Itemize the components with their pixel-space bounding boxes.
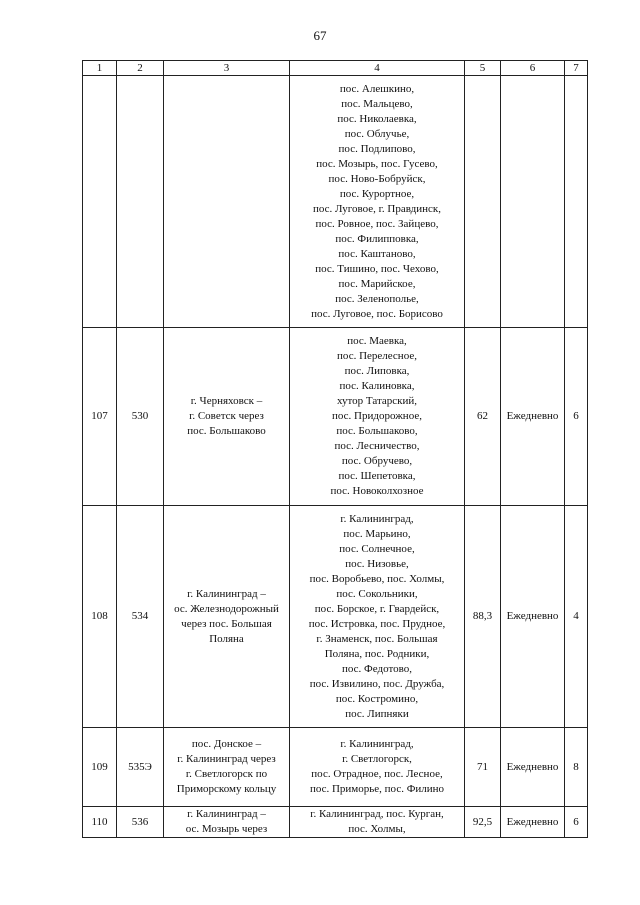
table-row bbox=[83, 328, 588, 506]
route-name-cell bbox=[164, 76, 290, 328]
route-name-cell bbox=[164, 328, 290, 506]
stop-line: пос. Придорожное, bbox=[332, 410, 422, 422]
stops-cell bbox=[290, 807, 465, 838]
stop-line: пос. Приморье, пос. Филино bbox=[309, 783, 445, 795]
header-cell: 3 bbox=[164, 61, 290, 76]
row-number-cell: 109 bbox=[83, 728, 117, 807]
route-name-line: г. Советск через bbox=[189, 410, 264, 422]
route-name-line: Поляна bbox=[209, 632, 244, 645]
stop-line: пос. Марийское, bbox=[338, 277, 416, 290]
stop-line: пос. Обручево, bbox=[341, 455, 413, 467]
stop-line: пос. Федотово, bbox=[342, 662, 412, 675]
header-cell: 6 bbox=[501, 61, 565, 76]
route-name-line: г. Калининград – bbox=[187, 808, 266, 820]
length-cell: 88,3 bbox=[465, 506, 501, 728]
stop-line: пос. Каштаново, bbox=[338, 247, 416, 260]
row-number-cell: 107 bbox=[83, 328, 117, 506]
route-name-line: г. Светлогорск по bbox=[185, 768, 268, 780]
stops-cell bbox=[290, 76, 465, 328]
stop-line: пос. Солнечное, bbox=[339, 542, 415, 555]
stop-line: г. Калининград, bbox=[340, 738, 414, 750]
stop-line: пос. Мальцево, bbox=[341, 97, 413, 110]
stop-line: пос. Истровка, пос. Прудное, bbox=[308, 617, 446, 630]
count-cell: 8 bbox=[565, 728, 588, 807]
table-row bbox=[83, 506, 588, 728]
stop-line: пос. Сокольники, bbox=[336, 587, 418, 600]
header-cell: 4 bbox=[290, 61, 465, 76]
count-cell: 4 bbox=[565, 506, 588, 728]
stop-line: пос. Тишино, пос. Чехово, bbox=[315, 262, 439, 275]
stop-line: пос. Мозырь, пос. Гусево, bbox=[316, 157, 438, 170]
stop-line: г. Калининград, пос. Курган, bbox=[310, 808, 444, 820]
count-cell: 6 bbox=[565, 328, 588, 506]
table-row bbox=[83, 76, 588, 328]
stop-line: пос. Большаково, bbox=[336, 425, 418, 437]
stop-line: пос. Ровное, пос. Зайцево, bbox=[315, 217, 439, 230]
stop-line: пос. Филипповка, bbox=[335, 232, 419, 245]
stop-line: пос. Новоколхозное bbox=[330, 485, 424, 497]
schedule-cell: Ежедневно bbox=[501, 506, 565, 728]
count-cell: 6 bbox=[565, 807, 588, 838]
route-number-cell: 535Э bbox=[117, 728, 164, 807]
route-number-cell: 534 bbox=[117, 506, 164, 728]
route-name-line: пос. Большаково bbox=[187, 425, 266, 437]
route-name-line: ос. Мозырь через bbox=[185, 823, 268, 835]
count-cell bbox=[565, 76, 588, 328]
stop-line: пос. Низовье, bbox=[345, 557, 409, 570]
stop-line: пос. Лесничество, bbox=[334, 440, 420, 452]
route-number-cell: 530 bbox=[117, 328, 164, 506]
stop-line: пос. Курортное, bbox=[339, 187, 415, 200]
header-row bbox=[83, 61, 588, 76]
header-cell: 1 bbox=[83, 61, 117, 76]
length-cell: 92,5 bbox=[465, 807, 501, 838]
stop-line: пос. Липовка, bbox=[344, 365, 410, 377]
table-row bbox=[83, 728, 588, 807]
stop-line: пос. Зеленополье, bbox=[335, 292, 419, 305]
stop-line: г. Знаменск, пос. Большая bbox=[316, 632, 438, 645]
stop-line: пос. Алешкино, bbox=[339, 82, 415, 95]
schedule-cell: Ежедневно bbox=[501, 728, 565, 807]
stop-line: пос. Луговое, пос. Борисово bbox=[311, 307, 443, 320]
row-number-cell: 110 bbox=[83, 807, 117, 838]
stop-line: хутор Татарский, bbox=[336, 395, 418, 407]
route-name-line: Приморскому кольцу bbox=[176, 783, 277, 795]
stop-line: пос. Борское, г. Гвардейск, bbox=[314, 602, 440, 615]
stop-line: пос. Холмы, bbox=[348, 823, 406, 835]
stops-cell bbox=[290, 728, 465, 807]
stop-line: пос. Воробьево, пос. Холмы, bbox=[309, 572, 445, 585]
table-row bbox=[83, 807, 588, 838]
length-cell: 62 bbox=[465, 328, 501, 506]
route-name-line: ос. Железнодорожный bbox=[174, 602, 279, 615]
stop-line: пос. Луговое, г. Правдинск, bbox=[313, 202, 441, 215]
stop-line: пос. Маевка, bbox=[347, 335, 407, 347]
stop-line: пос. Николаевка, bbox=[337, 112, 417, 125]
stop-line: пос. Липняки bbox=[345, 707, 409, 720]
stop-line: пос. Подлипово, bbox=[338, 142, 416, 155]
stop-line: пос. Марьино, bbox=[343, 527, 411, 540]
row-number-cell: 108 bbox=[83, 506, 117, 728]
header-cell: 5 bbox=[465, 61, 501, 76]
stops-cell bbox=[290, 506, 465, 728]
schedule-cell: Ежедневно bbox=[501, 807, 565, 838]
stop-line: пос. Костромино, bbox=[335, 692, 419, 705]
length-cell bbox=[465, 76, 501, 328]
route-name-line: г. Калининград – bbox=[187, 587, 266, 600]
stop-line: г. Светлогорск, bbox=[342, 753, 412, 765]
schedule-cell bbox=[501, 76, 565, 328]
route-name-line: г. Черняховск – bbox=[190, 395, 263, 407]
route-number-cell: 536 bbox=[117, 807, 164, 838]
route-name-line: г. Калининград через bbox=[177, 753, 276, 765]
stop-line: пос. Перелесное, bbox=[337, 350, 417, 362]
stop-line: пос. Ново-Бобруйск, bbox=[328, 172, 426, 185]
header-cell: 2 bbox=[117, 61, 164, 76]
row-number-cell bbox=[83, 76, 117, 328]
route-name-cell bbox=[164, 506, 290, 728]
routes-table bbox=[82, 60, 588, 838]
route-name-cell bbox=[164, 807, 290, 838]
stop-line: г. Калининград, bbox=[340, 512, 414, 525]
stop-line: пос. Калиновка, bbox=[339, 380, 415, 392]
route-number-cell bbox=[117, 76, 164, 328]
page-number: 67 bbox=[313, 28, 327, 43]
route-name-line: пос. Донское – bbox=[191, 738, 262, 750]
route-name-line: через пос. Большая bbox=[181, 617, 272, 630]
header-cell: 7 bbox=[565, 61, 588, 76]
length-cell: 71 bbox=[465, 728, 501, 807]
stop-line: пос. Извилино, пос. Дружба, bbox=[309, 677, 445, 690]
stop-line: пос. Облучье, bbox=[344, 127, 410, 140]
stop-line: пос. Шепетовка, bbox=[338, 470, 416, 482]
stops-cell bbox=[290, 328, 465, 506]
stop-line: Поляна, пос. Родники, bbox=[324, 647, 430, 660]
stop-line: пос. Отрадное, пос. Лесное, bbox=[311, 768, 443, 780]
schedule-cell: Ежедневно bbox=[501, 328, 565, 506]
route-name-cell bbox=[164, 728, 290, 807]
